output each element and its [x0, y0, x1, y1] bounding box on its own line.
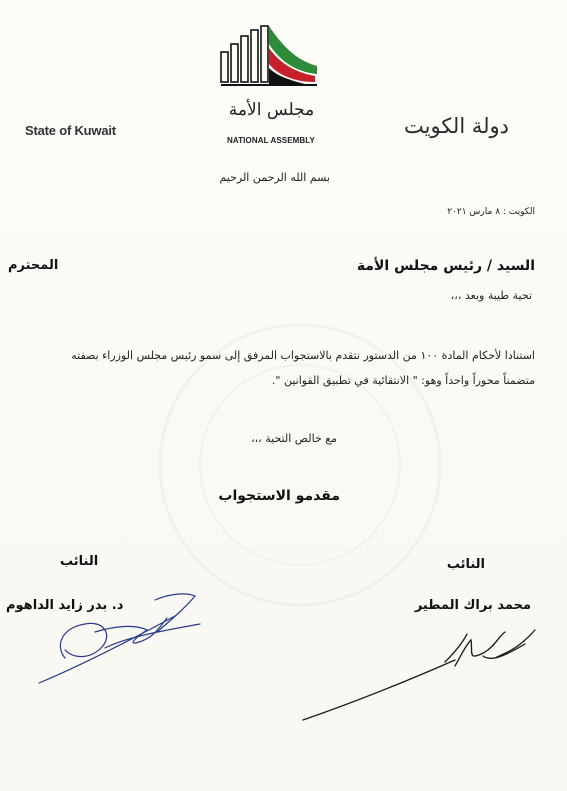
- left-signature: [35, 588, 210, 688]
- interpellation-presenters: مقدمو الاستجواب: [218, 488, 340, 504]
- right-signature: [295, 622, 545, 727]
- state-of-kuwait-ar: دولة الكويت: [404, 114, 509, 138]
- greeting: تحية طيبة وبعد ،،،: [450, 289, 532, 302]
- national-assembly-logo: [219, 22, 319, 90]
- left-deputy-title: النائب: [60, 554, 99, 569]
- state-of-kuwait-en: State of Kuwait: [25, 123, 116, 138]
- respected-title: المحترم: [8, 258, 59, 273]
- assembly-name-ar: مجلس الأمة: [228, 100, 315, 120]
- right-deputy-title: النائب: [446, 557, 485, 572]
- body-line-2: متضمناً محوراً واحداً وهو: " الانتقائية في تطبيق القوانين ".: [271, 374, 535, 387]
- left-signatory-name: د. بدر زايد الداهوم: [6, 598, 124, 613]
- basmala: بسم الله الرحمن الرحيم: [219, 171, 330, 184]
- addressee: السيد / رئيس مجلس الأمة: [356, 258, 535, 274]
- right-signatory-name: محمد براك المطير: [414, 598, 531, 613]
- closing: مع خالص التحية ،،،: [251, 432, 337, 445]
- assembly-name-en: NATIONAL ASSEMBLY: [227, 136, 315, 145]
- letter-date: الكويت : ٨ مارس ٢٠٢١: [447, 207, 535, 217]
- body-line-1: استنادا لأحكام المادة ١٠٠ من الدستور نتقدم بالاستجواب المرفق إلى سمو رئيس مجلس الوزراء بصفته: [71, 349, 535, 362]
